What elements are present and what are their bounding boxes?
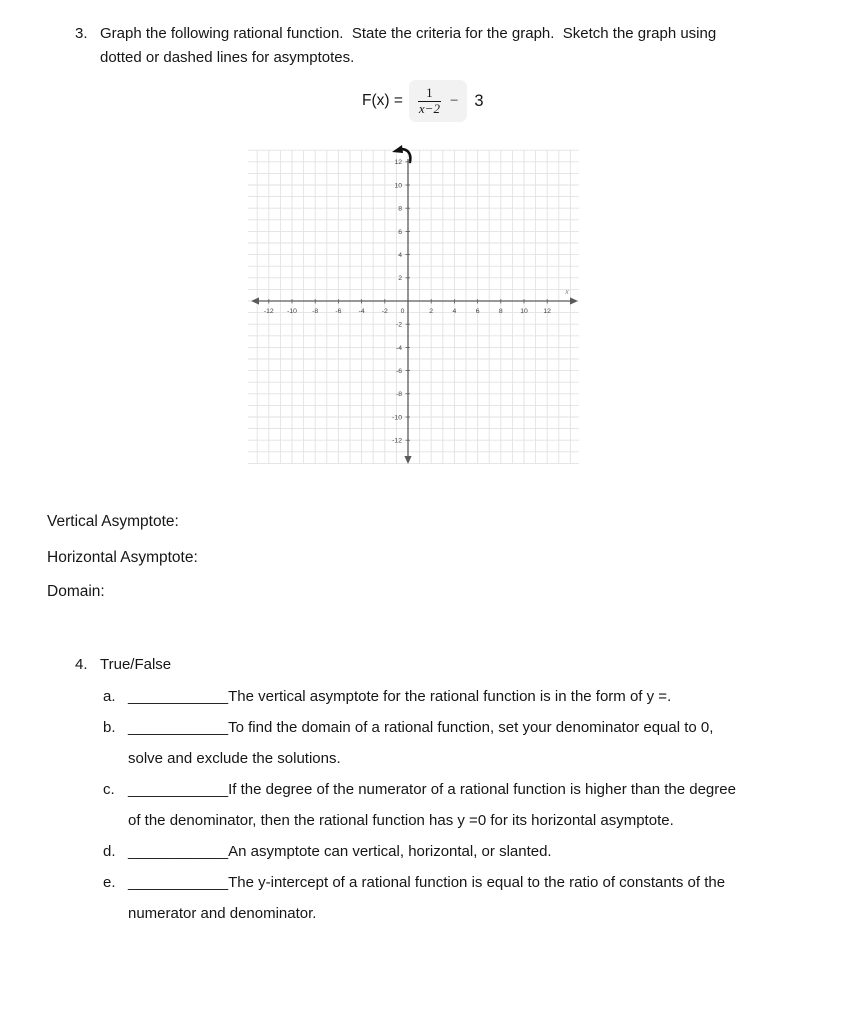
fraction-denominator: x−2 bbox=[418, 100, 440, 116]
svg-text:-8: -8 bbox=[395, 391, 402, 399]
svg-text:-10: -10 bbox=[287, 308, 297, 315]
svg-text:8: 8 bbox=[398, 205, 402, 213]
minus-operator: − bbox=[449, 92, 459, 109]
true-false-item bbox=[103, 836, 736, 867]
item-text: ____________The vertical asymptote for the rational function is in the form of y =. bbox=[128, 688, 672, 705]
svg-text:-12: -12 bbox=[392, 437, 402, 445]
coordinate-grid bbox=[247, 144, 581, 466]
svg-text:x: x bbox=[565, 289, 569, 296]
svg-text:-2: -2 bbox=[395, 321, 402, 329]
svg-text:6: 6 bbox=[398, 228, 402, 236]
svg-text:10: 10 bbox=[520, 308, 528, 315]
formula-highlight-box bbox=[409, 80, 468, 123]
fraction-numerator: 1 bbox=[426, 84, 433, 100]
question-4-number: 4. bbox=[75, 656, 88, 673]
coordinate-grid-svg bbox=[247, 144, 581, 466]
svg-text:-4: -4 bbox=[395, 344, 402, 352]
horizontal-asymptote-label: Horizontal Asymptote: bbox=[47, 549, 198, 566]
item-label: c. bbox=[103, 781, 115, 798]
question-3-prompt bbox=[100, 22, 716, 70]
prompt-line-1: Graph the following rational function. State the criteria for the graph. Sketch the graph using bbox=[100, 25, 717, 42]
item-label: d. bbox=[103, 843, 116, 860]
question-4 bbox=[75, 653, 171, 677]
svg-text:-2: -2 bbox=[381, 308, 388, 315]
fraction bbox=[418, 86, 441, 117]
item-text: ____________If the degree of the numerator of a rational function is higher than the degree of the denominator, then the rational function has y =0 for its horizontal asymptote. bbox=[128, 781, 736, 829]
item-label: b. bbox=[103, 719, 116, 736]
svg-text:4: 4 bbox=[398, 252, 402, 259]
svg-text:2: 2 bbox=[429, 308, 434, 315]
svg-text:12: 12 bbox=[543, 308, 551, 315]
prompt-line-2: dotted or dashed lines for asymptotes. bbox=[100, 49, 355, 66]
svg-text:2: 2 bbox=[398, 275, 402, 283]
formula-lhs: F(x) = bbox=[362, 92, 403, 109]
svg-text:0: 0 bbox=[400, 308, 405, 315]
svg-text:-12: -12 bbox=[263, 308, 274, 315]
question-3-number: 3. bbox=[75, 25, 88, 42]
true-false-item bbox=[103, 867, 736, 929]
item-label: e. bbox=[103, 874, 116, 891]
true-false-list bbox=[103, 681, 736, 929]
true-false-item bbox=[103, 712, 736, 774]
item-text: ____________The y-intercept of a rational function is equal to the ratio of constants of the numerator and denominator. bbox=[128, 874, 726, 922]
question-4-title: True/False bbox=[100, 656, 172, 673]
domain-label: Domain: bbox=[47, 583, 105, 600]
svg-text:-8: -8 bbox=[312, 308, 319, 315]
question-3 bbox=[75, 22, 716, 70]
true-false-item bbox=[103, 681, 736, 712]
item-label: a. bbox=[103, 688, 116, 705]
svg-text:4: 4 bbox=[452, 308, 457, 315]
vertical-asymptote-label: Vertical Asymptote: bbox=[47, 513, 179, 530]
item-text: ____________To find the domain of a rational function, set your denominator equal to 0, solve and exclude the solutions. bbox=[128, 719, 714, 767]
svg-text:-10: -10 bbox=[392, 414, 402, 422]
formula-constant: 3 bbox=[474, 91, 484, 110]
svg-text:12: 12 bbox=[394, 159, 402, 167]
svg-text:10: 10 bbox=[394, 182, 402, 190]
item-text: ____________An asymptote can vertical, horizontal, or slanted. bbox=[128, 843, 552, 860]
svg-text:6: 6 bbox=[475, 308, 480, 315]
svg-text:-4: -4 bbox=[358, 308, 365, 315]
svg-text:-6: -6 bbox=[335, 308, 342, 315]
rational-function-formula bbox=[362, 75, 484, 127]
true-false-item bbox=[103, 774, 736, 836]
svg-text:8: 8 bbox=[498, 308, 503, 315]
svg-text:-6: -6 bbox=[395, 368, 402, 375]
